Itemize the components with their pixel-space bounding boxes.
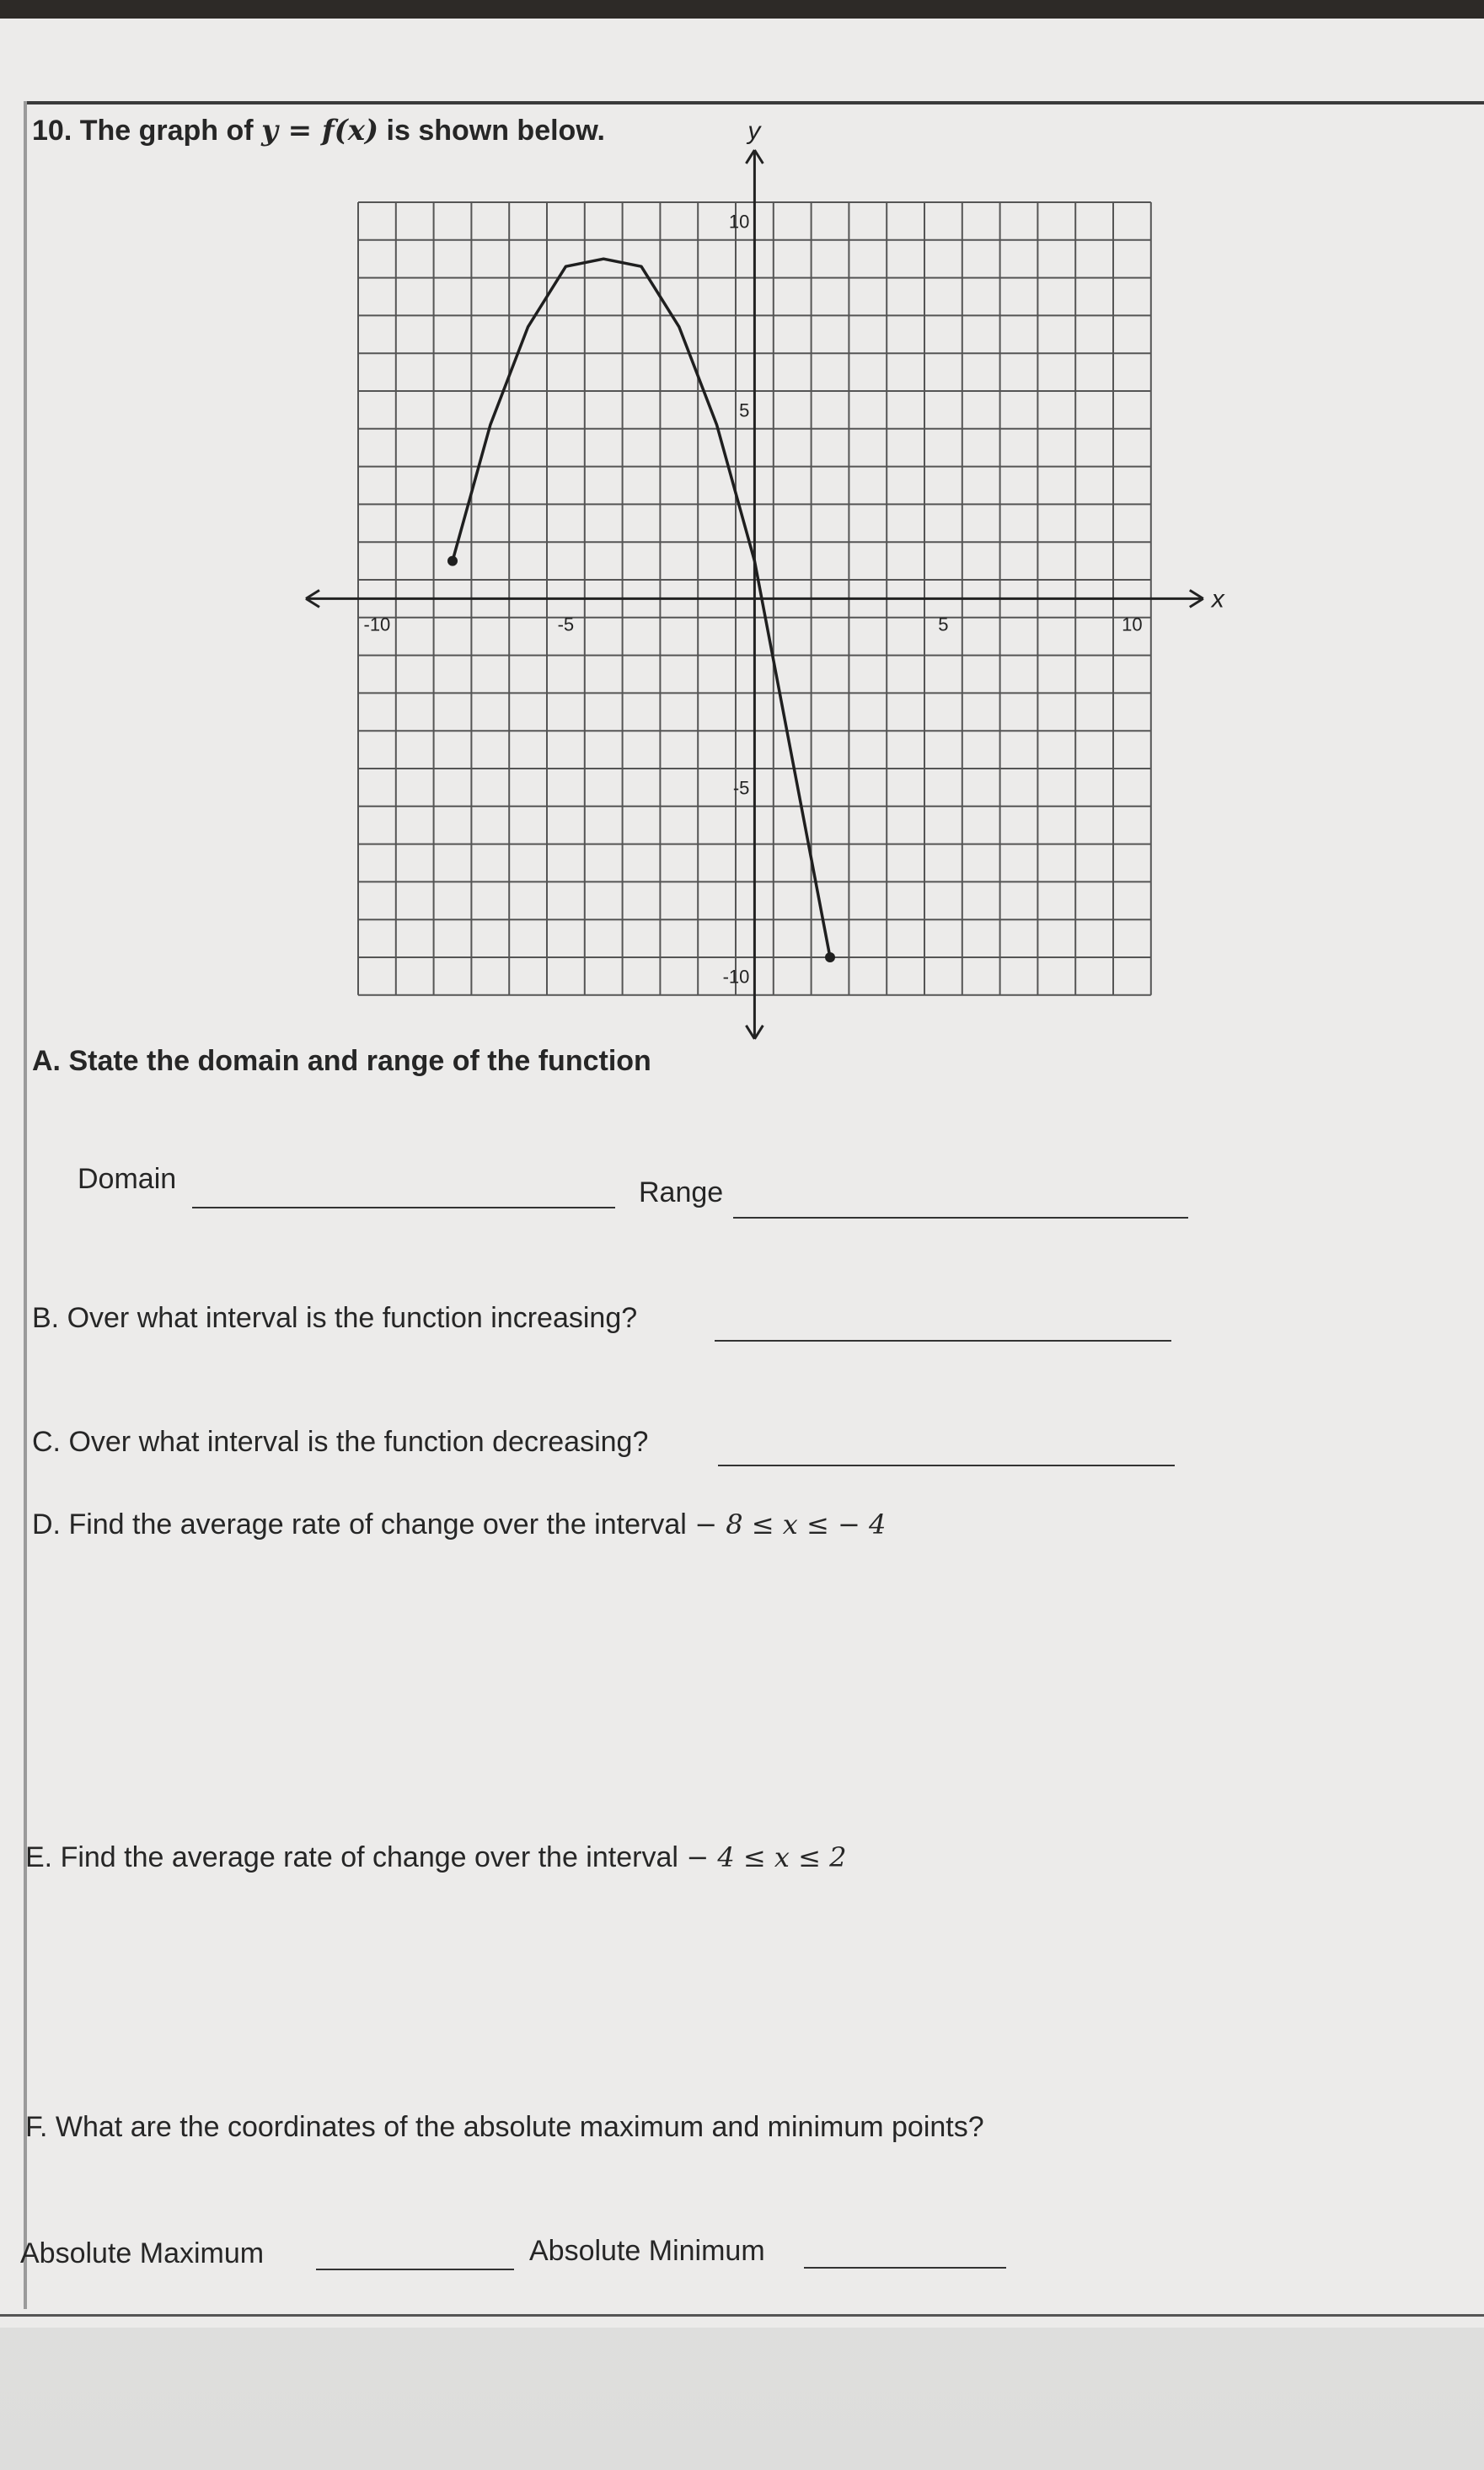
x-tick-label: -10 xyxy=(363,613,391,635)
y-tick-label: -10 xyxy=(722,966,750,988)
axes xyxy=(306,150,1203,1039)
x-tick-label: -5 xyxy=(557,613,575,635)
absolute-maximum-label: Absolute Maximum xyxy=(20,2237,265,2269)
question-c: C. Over what interval is the function decreasing? xyxy=(32,1426,649,1458)
range-answer-blank[interactable] xyxy=(733,1217,1188,1219)
increasing-answer-blank[interactable] xyxy=(715,1340,1171,1342)
left-border-line xyxy=(24,101,27,2309)
endpoint-dot xyxy=(825,952,835,962)
question-b: B. Over what interval is the function increasing? xyxy=(32,1302,638,1334)
y-tick-label: 10 xyxy=(728,211,750,233)
question-d-text: D. Find the average rate of change over the interval xyxy=(32,1508,687,1540)
problem-intro: The graph of xyxy=(79,115,254,147)
y-tick-label: -5 xyxy=(732,777,750,799)
x-tick-label: 10 xyxy=(1122,613,1143,635)
absolute-maximum-blank[interactable] xyxy=(316,2269,514,2270)
photo-background-edge xyxy=(0,0,1484,19)
question-e-text: E. Find the average rate of change over the interval xyxy=(25,1841,678,1873)
domain-answer-blank[interactable] xyxy=(192,1207,615,1208)
x-axis-label: x xyxy=(1211,585,1224,613)
range-label: Range xyxy=(639,1176,724,1208)
question-f: F. What are the coordinates of the absolute maximum and minimum points? xyxy=(25,2111,984,2143)
function-curve xyxy=(447,259,835,962)
y-tick-label: 5 xyxy=(739,399,750,421)
question-d xyxy=(32,1508,886,1541)
problem-intro-end: is shown below. xyxy=(386,115,605,147)
decreasing-answer-blank[interactable] xyxy=(718,1465,1175,1466)
absolute-minimum-label: Absolute Minimum xyxy=(529,2235,765,2267)
x-tick-label: 5 xyxy=(938,613,949,635)
endpoint-dot xyxy=(447,556,458,566)
problem-number: 10. xyxy=(32,115,72,147)
question-e-interval: − 4 ≤ x ≤ 2 xyxy=(686,1841,847,1873)
question-e xyxy=(25,1841,846,1874)
domain-label: Domain xyxy=(78,1163,177,1195)
question-d-interval: − 8 ≤ x ≤ − 4 xyxy=(694,1508,887,1540)
absolute-minimum-blank[interactable] xyxy=(804,2267,1006,2269)
y-axis-label: y xyxy=(747,117,761,145)
question-a: A. State the domain and range of the function xyxy=(32,1045,651,1077)
top-border-line xyxy=(24,101,1484,104)
bottom-border-line xyxy=(0,2314,1484,2317)
function-expression: y = f(x) xyxy=(261,114,379,147)
